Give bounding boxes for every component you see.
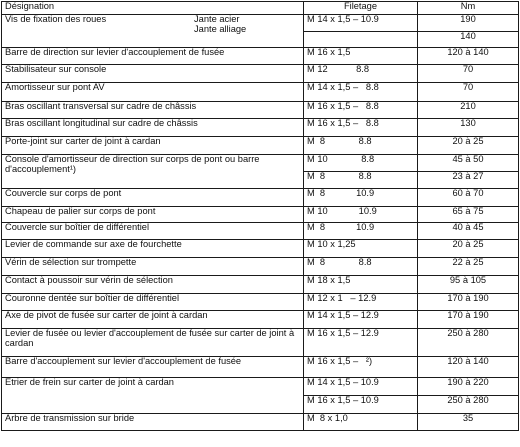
designation-cell <box>2 15 304 48</box>
designation-cell: Barre de direction sur levier d'accouplement de fusée <box>2 48 304 65</box>
thread-cell <box>304 32 418 48</box>
header-row <box>2 2 519 15</box>
designation-cell: Bras oscillant transversal sur cadre de châssis <box>2 102 304 119</box>
thread-cell: M 8 x 1,0 <box>304 414 418 431</box>
table-row <box>2 329 519 357</box>
table-row <box>2 189 519 207</box>
designation-cell: Contact à poussoir sur vérin de sélection <box>2 276 304 294</box>
thread-cell: M 12 x 1 – 12.9 <box>304 294 418 311</box>
torque-cell: 35 <box>418 414 519 431</box>
table-row <box>2 155 519 172</box>
torque-cell: 60 à 70 <box>418 189 519 207</box>
sub-designation: Jante acier <box>194 14 240 24</box>
designation-cell: Couronne dentée sur boîtier de différentiel <box>2 294 304 311</box>
torque-cell: 20 à 25 <box>418 240 519 258</box>
torque-cell: 23 à 27 <box>418 172 519 189</box>
torque-cell: 140 <box>418 32 519 48</box>
torque-cell: 120 à 140 <box>418 357 519 378</box>
thread-cell: M 10 10.9 <box>304 207 418 223</box>
table-row <box>2 207 519 223</box>
thread-cell: M 16 x 1,5 – 8.8 <box>304 119 418 137</box>
thread-cell: M 12 8.8 <box>304 65 418 83</box>
thread-cell: M 8 8.8 <box>304 258 418 276</box>
designation-cell: Porte-joint sur carter de joint à cardan <box>2 137 304 155</box>
torque-cell: 120 à 140 <box>418 48 519 65</box>
thread-cell: M 16 x 1,5 – ²) <box>304 357 418 378</box>
torque-cell: 20 à 25 <box>418 137 519 155</box>
thread-cell: M 8 8.8 <box>304 172 418 189</box>
thread-cell: M 18 x 1,5 <box>304 276 418 294</box>
thread-cell: M 8 8.8 <box>304 137 418 155</box>
designation-cell: Vérin de sélection sur trompette <box>2 258 304 276</box>
designation-cell: Barre d'accouplement sur levier d'accouplement de fusée <box>2 357 304 378</box>
thread-cell: M 16 x 1,5 <box>304 48 418 65</box>
torque-cell: 40 à 45 <box>418 223 519 240</box>
table-row <box>2 119 519 137</box>
header-filetage: Filetage <box>304 2 418 15</box>
torque-cell: 22 à 25 <box>418 258 519 276</box>
designation-cell: Console d'amortisseur de direction sur corps de pont ou barre d'accouplement¹) <box>2 155 304 189</box>
torque-cell: 70 <box>418 65 519 83</box>
designation-cell: Bras oscillant longitudinal sur cadre de châssis <box>2 119 304 137</box>
torque-cell: 190 à 220 <box>418 378 519 396</box>
torque-cell: 170 à 190 <box>418 311 519 329</box>
table-row <box>2 378 519 396</box>
thread-cell: M 16 x 1,5 – 8.8 <box>304 102 418 119</box>
designation-cell: Etrier de frein sur carter de joint à cardan <box>2 378 304 414</box>
table-row <box>2 357 519 378</box>
table-row <box>2 223 519 240</box>
table-row <box>2 311 519 329</box>
torque-table <box>1 1 519 431</box>
designation-cell: Chapeau de palier sur corps de pont <box>2 207 304 223</box>
torque-cell: 190 <box>418 15 519 32</box>
table-row <box>2 15 519 32</box>
table-row <box>2 102 519 119</box>
table-row <box>2 240 519 258</box>
torque-cell: 45 à 50 <box>418 155 519 172</box>
designation-cell: Stabilisateur sur console <box>2 65 304 83</box>
thread-cell: M 14 x 1,5 – 10.9 <box>304 15 418 32</box>
table-row <box>2 48 519 65</box>
header-nm: Nm <box>418 2 519 15</box>
thread-cell: M 8 10.9 <box>304 189 418 207</box>
thread-cell: M 10 8.8 <box>304 155 418 172</box>
torque-cell: 210 <box>418 102 519 119</box>
designation-cell: Arbre de transmission sur bride <box>2 414 304 431</box>
table-row <box>2 414 519 431</box>
table-row <box>2 294 519 311</box>
table-row <box>2 258 519 276</box>
header-designation: Désignation <box>2 2 304 15</box>
table-row <box>2 65 519 83</box>
torque-cell: 65 à 75 <box>418 207 519 223</box>
table-row <box>2 276 519 294</box>
thread-cell: M 14 x 1,5 – 8.8 <box>304 83 418 102</box>
thread-cell: M 8 10.9 <box>304 223 418 240</box>
torque-cell: 170 à 190 <box>418 294 519 311</box>
thread-cell: M 14 x 1,5 – 10.9 <box>304 378 418 396</box>
torque-cell: 70 <box>418 83 519 102</box>
torque-cell: 250 à 280 <box>418 396 519 414</box>
designation-cell: Levier de commande sur axe de fourchette <box>2 240 304 258</box>
torque-cell: 250 à 280 <box>418 329 519 357</box>
designation-cell: Amortisseur sur pont AV <box>2 83 304 102</box>
thread-cell: M 16 x 1,5 – 12.9 <box>304 329 418 357</box>
designation-cell: Couvercle sur corps de pont <box>2 189 304 207</box>
thread-cell: M 10 x 1,25 <box>304 240 418 258</box>
designation-cell: Axe de pivot de fusée sur carter de joint à cardan <box>2 311 304 329</box>
sub-designation: Jante alliage <box>194 23 247 34</box>
thread-cell: M 14 x 1,5 – 12.9 <box>304 311 418 329</box>
designation-text: Vis de fixation des roues <box>5 14 107 24</box>
table-row <box>2 137 519 155</box>
torque-cell: 95 à 105 <box>418 276 519 294</box>
thread-cell: M 16 x 1,5 – 10.9 <box>304 396 418 414</box>
torque-cell: 130 <box>418 119 519 137</box>
table-row <box>2 83 519 102</box>
designation-cell: Levier de fusée ou levier d'accouplement de fusée sur carter de joint à cardan <box>2 329 304 357</box>
designation-cell: Couvercle sur boîtier de différentiel <box>2 223 304 240</box>
